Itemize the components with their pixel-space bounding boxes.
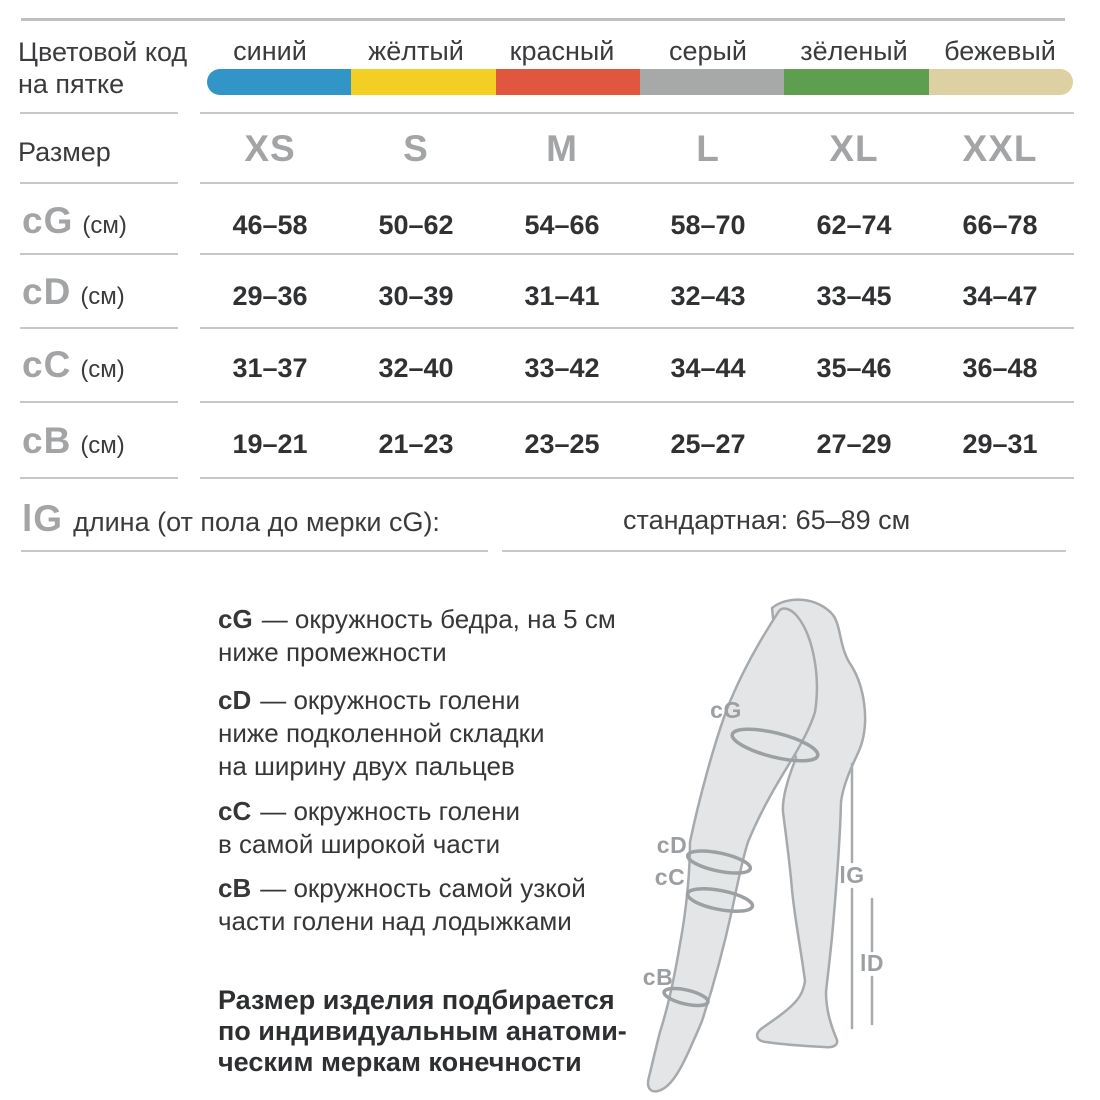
legend-line xyxy=(218,603,688,636)
leg-measurement-diagram xyxy=(620,592,1000,1100)
divider xyxy=(200,477,1074,479)
legend-key-cg: cG xyxy=(218,604,253,634)
color-swatch-yellow xyxy=(351,69,495,95)
cb-value-xxl: 29–31 xyxy=(962,429,1038,459)
cd-value-l: 32–43 xyxy=(670,281,746,311)
measure-unit: (см) xyxy=(80,283,125,310)
legend-key-cd: cD xyxy=(218,685,252,715)
color-name-beige: бежевый xyxy=(944,36,1056,66)
cg-value-l: 58–70 xyxy=(670,210,746,240)
legend-line xyxy=(218,795,688,828)
divider xyxy=(20,253,178,255)
legend-text: — окружность голени xyxy=(260,796,520,826)
cc-value-xs: 31–37 xyxy=(232,353,308,383)
cb-ring-label: cB xyxy=(642,964,674,990)
table-row xyxy=(197,429,1073,460)
measure-key-cg: cG xyxy=(22,200,74,241)
color-swatch-blue xyxy=(207,69,351,95)
color-swatch-grey xyxy=(640,69,784,95)
legend-key-cb: cB xyxy=(218,873,252,903)
cd-value-xxl: 34–47 xyxy=(962,281,1038,311)
legend-line: ниже подколенной складки xyxy=(218,718,545,748)
length-row-value: стандартная: 65–89 см xyxy=(623,505,911,535)
measure-unit: (см) xyxy=(80,432,125,459)
ld-line-label: lD xyxy=(860,950,884,976)
legend-line: ниже промежности xyxy=(218,637,447,667)
length-row-label: длина (от пола до мерки cG): xyxy=(73,507,440,537)
legend-text: — окружность бедра, на 5 см xyxy=(261,604,616,634)
cb-value-xl: 27–29 xyxy=(816,429,892,459)
divider xyxy=(20,477,178,479)
cg-ring-label: cG xyxy=(710,697,742,723)
measure-unit: (см) xyxy=(80,356,125,383)
color-name-red: красный xyxy=(509,36,615,66)
divider xyxy=(200,327,1074,329)
size-header-xxl: XXL xyxy=(962,128,1038,169)
table-row xyxy=(197,210,1073,241)
size-header-l: L xyxy=(696,128,720,169)
cg-value-xl: 62–74 xyxy=(816,210,892,240)
cb-value-m: 23–25 xyxy=(524,429,600,459)
legend-line: на ширину двух пальцев xyxy=(218,751,515,781)
color-swatch-green xyxy=(784,69,928,95)
cd-value-xl: 33–45 xyxy=(816,281,892,311)
cc-value-m: 33–42 xyxy=(524,353,600,383)
size-header-m: M xyxy=(546,128,578,169)
color-names-row xyxy=(197,36,1073,67)
legend-line xyxy=(218,872,688,905)
legend-item-cg xyxy=(218,603,688,669)
cb-value-s: 21–23 xyxy=(378,429,454,459)
cc-value-xxl: 36–48 xyxy=(962,353,1038,383)
legend-item-cd xyxy=(218,684,688,783)
row-label-cg xyxy=(22,200,127,242)
divider xyxy=(200,401,1074,403)
cd-value-m: 31–41 xyxy=(524,281,600,311)
row-label-cb xyxy=(22,420,125,462)
cd-value-s: 30–39 xyxy=(378,281,454,311)
color-code-label: Цветовой код на пятке xyxy=(18,37,188,99)
divider xyxy=(20,182,178,184)
cc-value-xl: 35–46 xyxy=(816,353,892,383)
cc-value-l: 34–44 xyxy=(670,353,746,383)
divider xyxy=(20,112,178,114)
legend-line: в самой широкой части xyxy=(218,829,501,859)
color-swatch-beige xyxy=(929,69,1073,95)
sizing-note xyxy=(218,985,688,1078)
divider xyxy=(21,550,488,552)
cd-ring-label: cD xyxy=(656,832,688,858)
measure-unit: (см) xyxy=(82,212,127,239)
note-line: по индивидуальным анатоми- xyxy=(218,1016,627,1046)
size-row-label: Размер xyxy=(18,137,111,167)
note-line: Размер изделия подбирается xyxy=(218,985,615,1015)
lg-line-label: lG xyxy=(839,862,865,888)
length-row xyxy=(22,498,440,540)
legend-text: — окружность самой узкой xyxy=(260,873,586,903)
table-row xyxy=(197,281,1073,312)
legend-key-cc: cC xyxy=(218,796,252,826)
cg-value-m: 54–66 xyxy=(524,210,600,240)
divider xyxy=(200,112,1074,114)
divider xyxy=(200,182,1074,184)
cg-value-s: 50–62 xyxy=(378,210,454,240)
size-header-xs: XS xyxy=(244,128,296,169)
cd-value-xs: 29–36 xyxy=(232,281,308,311)
divider-top xyxy=(21,18,1065,21)
row-label-cc xyxy=(22,344,125,386)
cg-value-xxl: 66–78 xyxy=(962,210,1038,240)
legend-item-cc xyxy=(218,795,688,861)
cb-value-l: 25–27 xyxy=(670,429,746,459)
legend-line xyxy=(218,684,688,717)
measure-key-cc: cC xyxy=(22,344,72,385)
cc-value-s: 32–40 xyxy=(378,353,454,383)
color-name-grey: серый xyxy=(668,36,748,66)
legend-line: части голени над лодыжками xyxy=(218,906,572,936)
size-header-s: S xyxy=(403,128,429,169)
size-header-row xyxy=(197,128,1073,170)
divider xyxy=(20,401,178,403)
note-line: ческим меркам конечности xyxy=(218,1047,582,1077)
size-header-xl: XL xyxy=(829,128,879,169)
divider xyxy=(502,550,1066,552)
cc-ring-label: cC xyxy=(654,864,686,890)
measure-key-lg: lG xyxy=(22,498,64,539)
measure-key-cb: cB xyxy=(22,420,72,461)
cg-value-xs: 46–58 xyxy=(232,210,308,240)
color-name-yellow: жёлтый xyxy=(368,36,464,66)
divider xyxy=(20,327,178,329)
measure-key-cd: cD xyxy=(22,271,72,312)
color-swatch-red xyxy=(496,69,640,95)
divider xyxy=(200,253,1074,255)
table-row xyxy=(197,353,1073,384)
heel-color-bar xyxy=(207,69,1073,95)
legend-text: — окружность голени xyxy=(260,685,520,715)
legend-item-cb xyxy=(218,872,688,938)
color-name-blue: синий xyxy=(233,36,307,66)
row-label-cd xyxy=(22,271,125,313)
color-name-green: зёленый xyxy=(800,36,908,66)
cb-value-xs: 19–21 xyxy=(232,429,308,459)
